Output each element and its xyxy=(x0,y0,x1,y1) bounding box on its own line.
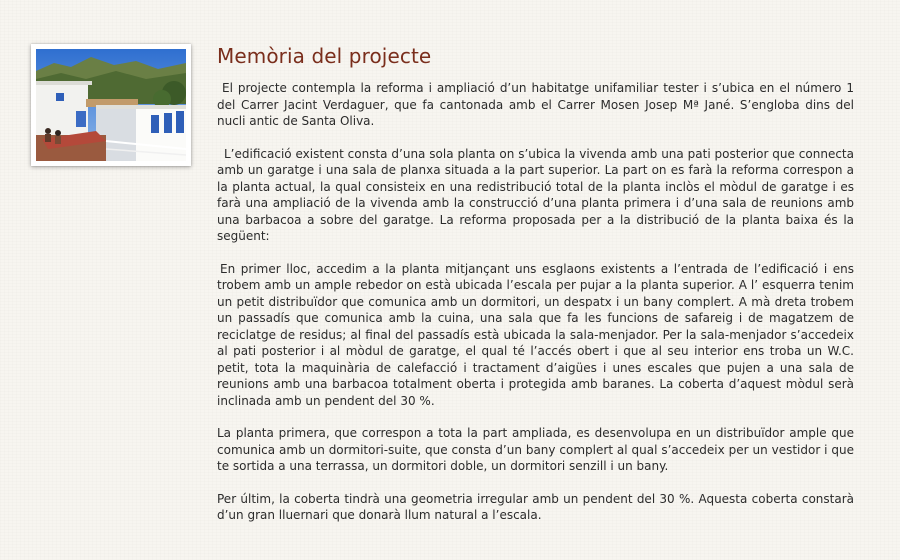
project-photo-frame xyxy=(31,44,191,166)
paragraph-roof: Per últim, la coberta tindrà una geometria irregular amb un pendent del 30 %. Aquesta coberta constarà d’un gran lluernari que donarà llum natural a l’escala. xyxy=(217,491,854,522)
paragraph-ground-floor: En primer lloc, accedim a la planta mitjançant uns esglaons existents a l’entrada de l’edificació i ens trobem amb un ample rebedor on està ubicada l’escala per pujar a la planta superior. A l’ esquerra tenim un petit distribuïdor que comunica amb un dormitori, un despatx i un bany complert. A mà dreta trobem un passadís que comunica amb la cuina, una sala que fa les funcions de safareig i de magatzem de reciclatge de residus; al final del passadís està ubicada la sala-menjador. Per la sala-menjador s’accedeix al pati posterior i al mòdul de garatge, el qual té l’accés obert i que al seu interior ens troba un W.C. petit, tota la maquinària de calefacció i tractament d’aigües i unes escales que pujen a una sala de reunions amb una barbacoa totalment oberta i protegida amb baranes. La coberta d’aquest mòdul serà inclinada amb un pendent del 30 %. xyxy=(217,261,854,408)
page-title: Memòria del projecte xyxy=(217,44,432,68)
house-photo-icon xyxy=(36,49,186,161)
paragraph-existing-building: L’edificació existent consta d’una sola planta on s’ubica la vivenda amb una pati posterior que connecta amb un garatge i una sala de planxa situada a la part superior. La part on es farà la reforma correspon a la planta actual, la qual consisteix en una redistribució total de la planta inclòs el mòdul de garatge i es farà una ampliació de la vivenda amb la construcció d’una planta primera i d’una sala de reunions amb una barbacoa a sobre del garatge. La reforma proposada per a la distribució de la planta baixa és la següent: xyxy=(217,146,854,243)
paragraph-first-floor: La planta primera, que correspon a tota la part ampliada, es desenvolupa en un distribuïdor ample que comunica amb un dormitori-suite, que consta d’un bany complert al qual s’accedeix per un vestidor i que te sortida a una terrassa, un dormitori doble, un dormitori senzill i un bany. xyxy=(217,426,854,473)
memoria-section xyxy=(217,42,854,540)
paragraph-intro: El projecte contempla la reforma i ampliació d’un habitatge unifamiliar tester i s’ubica en el número 1 del Carrer Jacint Verdaguer, que fa cantonada amb el Carrer Mosen Josep Mª Jané. S’engloba dins del nucli antic de Santa Oliva. xyxy=(217,81,854,128)
